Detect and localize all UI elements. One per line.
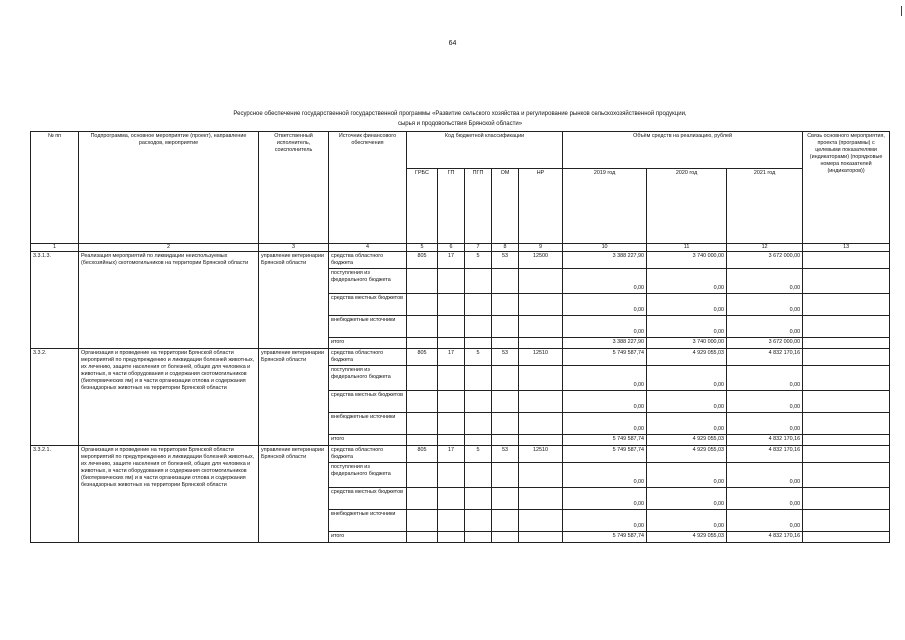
value-2021: 0,00 <box>727 413 803 435</box>
value-2021: 4 832 170,16 <box>727 532 803 543</box>
header-source: Источник финансового обеспечения <box>329 132 407 244</box>
code-nr: 12500 <box>519 252 563 269</box>
value-2021: 0,00 <box>727 366 803 391</box>
indicator-link <box>803 463 890 488</box>
value-2021: 0,00 <box>727 316 803 338</box>
value-2020: 3 740 000,00 <box>647 252 727 269</box>
page-edge-mark <box>901 6 902 16</box>
table-header <box>31 132 890 244</box>
header-2020: 2020 год <box>647 169 727 244</box>
value-2019: 0,00 <box>563 294 647 316</box>
value-2019: 3 388 227,90 <box>563 338 647 349</box>
header-number: № пп <box>31 132 79 244</box>
funding-source: средства областного бюджета <box>329 252 407 269</box>
row-number: 3.3.2.1. <box>31 446 79 543</box>
table-body <box>31 244 890 543</box>
title-line-1: Ресурсное обеспечение государственной государственной программы «Развитие сельского хозяйства и регулирование рынков сельскохозяйственной продукции, <box>233 111 687 117</box>
value-2020: 0,00 <box>647 463 727 488</box>
indicator-link <box>803 269 890 294</box>
header-volume: Объём средств на реализацию, рублей <box>563 132 803 169</box>
code-empty <box>465 366 492 391</box>
code-grbs: 805 <box>407 349 438 366</box>
value-2019: 0,00 <box>563 488 647 510</box>
table-row <box>31 349 890 366</box>
header-nr: НР <box>519 169 563 244</box>
header-om: ОМ <box>492 169 519 244</box>
value-2021: 3 672 000,00 <box>727 338 803 349</box>
code-empty <box>438 413 465 435</box>
code-empty <box>519 366 563 391</box>
funding-source: средства областного бюджета <box>329 446 407 463</box>
column-number: 3 <box>259 244 329 252</box>
code-pgp: 5 <box>465 349 492 366</box>
indicator-link <box>803 294 890 316</box>
header-grbs: ГРБС <box>407 169 438 244</box>
indicator-link <box>803 366 890 391</box>
code-empty <box>492 463 519 488</box>
value-2020: 0,00 <box>647 488 727 510</box>
value-2021: 0,00 <box>727 510 803 532</box>
row-number: 3.3.1.3. <box>31 252 79 349</box>
code-empty <box>407 294 438 316</box>
executor: управление ветеринарии Брянской области <box>259 446 329 543</box>
code-empty <box>407 463 438 488</box>
code-empty <box>438 488 465 510</box>
code-empty <box>492 269 519 294</box>
header-budget-code: Код бюджетной классификации <box>407 132 563 169</box>
header-pgp: ПГП <box>465 169 492 244</box>
column-number: 7 <box>465 244 492 252</box>
funding-source: средства областного бюджета <box>329 349 407 366</box>
code-empty <box>407 488 438 510</box>
header-executor: Ответственный исполнитель, соисполнитель <box>259 132 329 244</box>
code-empty <box>519 488 563 510</box>
column-number: 5 <box>407 244 438 252</box>
code-gp: 17 <box>438 252 465 269</box>
code-empty <box>519 269 563 294</box>
column-number: 1 <box>31 244 79 252</box>
code-gp: 17 <box>438 349 465 366</box>
code-empty <box>465 391 492 413</box>
code-empty <box>519 391 563 413</box>
code-empty <box>492 532 519 543</box>
column-number: 4 <box>329 244 407 252</box>
header-2021: 2021 год <box>727 169 803 244</box>
code-grbs: 805 <box>407 446 438 463</box>
value-2019: 5 749 587,74 <box>563 532 647 543</box>
code-empty <box>465 463 492 488</box>
code-empty <box>438 510 465 532</box>
funding-source: итого <box>329 338 407 349</box>
value-2020: 3 740 000,00 <box>647 338 727 349</box>
code-empty <box>407 435 438 446</box>
funding-source: поступления из федерального бюджета <box>329 366 407 391</box>
code-empty <box>438 316 465 338</box>
code-empty <box>492 510 519 532</box>
header-indicator-link: Связь основного мероприятия, проекта (программы) с целевыми показателями (индикаторами) (порядковые номера показателей (индикаторов)) <box>803 132 890 244</box>
header-program: Подпрограмма, основное мероприятие (проект), направление расходов, мероприятие <box>79 132 259 244</box>
executor: управление ветеринарии Брянской области <box>259 349 329 446</box>
code-empty <box>438 366 465 391</box>
code-empty <box>407 532 438 543</box>
code-pgp: 5 <box>465 446 492 463</box>
code-grbs: 805 <box>407 252 438 269</box>
code-empty <box>438 532 465 543</box>
funding-source: поступления из федерального бюджета <box>329 269 407 294</box>
header-gp: ГП <box>438 169 465 244</box>
value-2020: 0,00 <box>647 294 727 316</box>
code-empty <box>492 391 519 413</box>
code-empty <box>519 294 563 316</box>
code-empty <box>519 463 563 488</box>
code-empty <box>438 338 465 349</box>
table-row <box>31 252 890 269</box>
code-empty <box>519 413 563 435</box>
code-om: 53 <box>492 349 519 366</box>
funding-source: внебюджетные источники <box>329 413 407 435</box>
indicator-link <box>803 316 890 338</box>
program-name: Организация и проведение на территории Брянской области мероприятий по предупреждению и ликвидации болезней животных, их лечению, защите населения от болезней, общих для человека и животных, в части оборудования и содержания скотомогильников (биотермических ям) и в части организации отлова и содержания безнадзорных животных на территории Брянской области <box>79 446 259 543</box>
code-nr: 12510 <box>519 446 563 463</box>
column-number: 8 <box>492 244 519 252</box>
value-2021: 4 832 170,16 <box>727 435 803 446</box>
value-2019: 5 749 587,74 <box>563 435 647 446</box>
indicator-link <box>803 510 890 532</box>
code-empty <box>519 435 563 446</box>
value-2021: 0,00 <box>727 391 803 413</box>
value-2019: 0,00 <box>563 510 647 532</box>
value-2020: 0,00 <box>647 510 727 532</box>
code-empty <box>465 269 492 294</box>
value-2021: 0,00 <box>727 269 803 294</box>
document-title <box>30 109 890 129</box>
funding-source: внебюджетные источники <box>329 316 407 338</box>
indicator-link <box>803 349 890 366</box>
code-gp: 17 <box>438 446 465 463</box>
table-row <box>31 446 890 463</box>
code-empty <box>407 366 438 391</box>
code-empty <box>407 316 438 338</box>
code-empty <box>492 316 519 338</box>
indicator-link <box>803 413 890 435</box>
value-2020: 0,00 <box>647 413 727 435</box>
value-2021: 4 832 170,16 <box>727 349 803 366</box>
column-number: 12 <box>727 244 803 252</box>
header-2019: 2019 год <box>563 169 647 244</box>
row-number: 3.3.2. <box>31 349 79 446</box>
indicator-link <box>803 446 890 463</box>
code-empty <box>492 488 519 510</box>
code-empty <box>465 510 492 532</box>
code-empty <box>465 532 492 543</box>
code-empty <box>438 463 465 488</box>
value-2019: 5 749 587,74 <box>563 349 647 366</box>
code-empty <box>492 294 519 316</box>
funding-source: средства местных бюджетов <box>329 294 407 316</box>
indicator-link <box>803 252 890 269</box>
code-empty <box>519 338 563 349</box>
funding-source: итого <box>329 435 407 446</box>
code-empty <box>407 269 438 294</box>
indicator-link <box>803 488 890 510</box>
column-number-row <box>31 244 890 252</box>
value-2020: 4 929 055,03 <box>647 532 727 543</box>
code-empty <box>492 338 519 349</box>
code-empty <box>465 488 492 510</box>
title-line-2: сырья и продовольствия Брянской области» <box>397 121 523 127</box>
funding-source: средства местных бюджетов <box>329 488 407 510</box>
code-nr: 12510 <box>519 349 563 366</box>
indicator-link <box>803 532 890 543</box>
column-number: 9 <box>519 244 563 252</box>
value-2021: 3 672 000,00 <box>727 252 803 269</box>
resource-table <box>30 131 890 543</box>
code-empty <box>519 316 563 338</box>
code-om: 53 <box>492 252 519 269</box>
funding-source: поступления из федерального бюджета <box>329 463 407 488</box>
value-2021: 0,00 <box>727 294 803 316</box>
indicator-link <box>803 435 890 446</box>
code-empty <box>492 435 519 446</box>
value-2020: 0,00 <box>647 391 727 413</box>
value-2020: 4 929 055,03 <box>647 349 727 366</box>
value-2020: 0,00 <box>647 316 727 338</box>
program-name: Реализация мероприятий по ликвидации неиспользуемых (бесхозяйных) скотомогильников на территории Брянской области <box>79 252 259 349</box>
funding-source: внебюджетные источники <box>329 510 407 532</box>
code-empty <box>407 391 438 413</box>
code-empty <box>407 413 438 435</box>
code-empty <box>465 316 492 338</box>
value-2020: 4 929 055,03 <box>647 446 727 463</box>
code-empty <box>407 338 438 349</box>
code-empty <box>465 338 492 349</box>
value-2019: 0,00 <box>563 366 647 391</box>
value-2019: 0,00 <box>563 413 647 435</box>
value-2020: 0,00 <box>647 269 727 294</box>
value-2021: 0,00 <box>727 463 803 488</box>
code-empty <box>519 510 563 532</box>
indicator-link <box>803 391 890 413</box>
code-empty <box>492 413 519 435</box>
column-number: 10 <box>563 244 647 252</box>
column-number: 11 <box>647 244 727 252</box>
value-2019: 3 388 227,90 <box>563 252 647 269</box>
code-empty <box>438 269 465 294</box>
value-2021: 4 832 170,16 <box>727 446 803 463</box>
value-2020: 4 929 055,03 <box>647 435 727 446</box>
code-empty <box>438 294 465 316</box>
value-2019: 0,00 <box>563 391 647 413</box>
code-pgp: 5 <box>465 252 492 269</box>
code-om: 53 <box>492 446 519 463</box>
code-empty <box>465 413 492 435</box>
value-2019: 0,00 <box>563 316 647 338</box>
page-number: 64 <box>448 40 457 47</box>
code-empty <box>438 435 465 446</box>
executor: управление ветеринарии Брянской области <box>259 252 329 349</box>
value-2019: 0,00 <box>563 269 647 294</box>
column-number: 6 <box>438 244 465 252</box>
code-empty <box>407 510 438 532</box>
value-2019: 0,00 <box>563 463 647 488</box>
column-number: 2 <box>79 244 259 252</box>
value-2019: 5 749 587,74 <box>563 446 647 463</box>
code-empty <box>438 391 465 413</box>
code-empty <box>519 532 563 543</box>
funding-source: итого <box>329 532 407 543</box>
column-number: 13 <box>803 244 890 252</box>
program-name: Организация и проведение на территории Брянской области мероприятий по предупреждению и ликвидации болезней животных, их лечению, защите населения от болезней, общих для человека и животных, в части оборудования и содержания скотомогильников (биотермических ям) и в части организации отлова и содержания безнадзорных животных на территории Брянской области <box>79 349 259 446</box>
funding-source: средства местных бюджетов <box>329 391 407 413</box>
indicator-link <box>803 338 890 349</box>
value-2021: 0,00 <box>727 488 803 510</box>
code-empty <box>465 435 492 446</box>
code-empty <box>492 366 519 391</box>
code-empty <box>465 294 492 316</box>
value-2020: 0,00 <box>647 366 727 391</box>
